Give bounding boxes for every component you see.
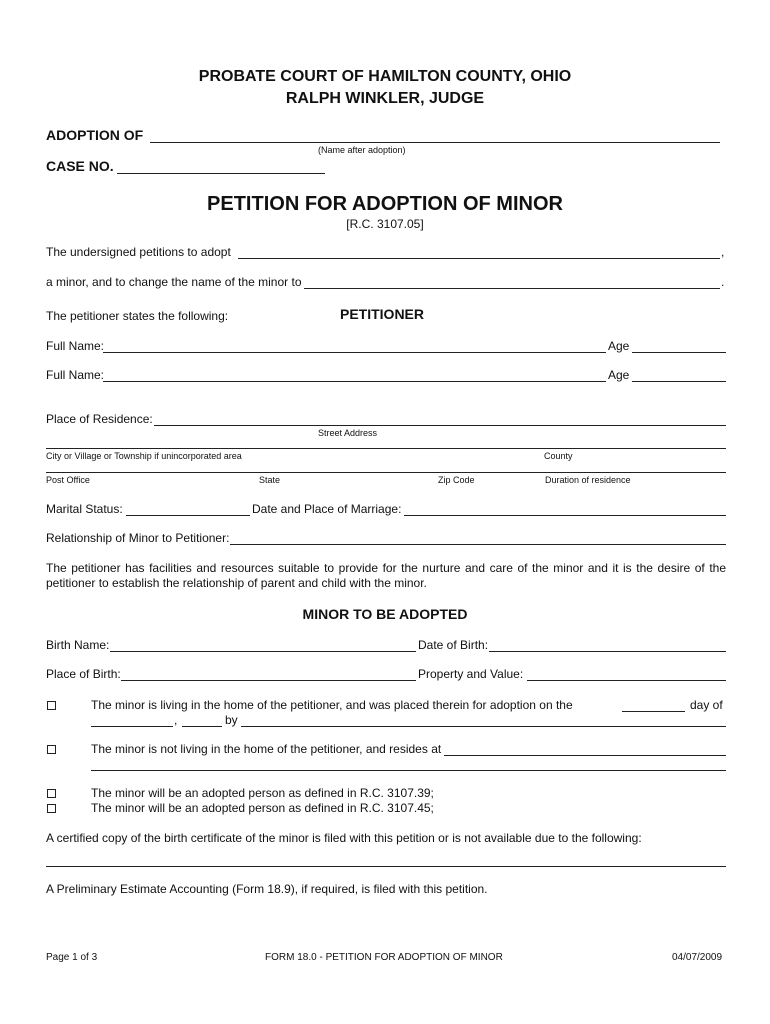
property-label: Property and Value: xyxy=(418,667,524,681)
intro-change-name-label: a minor, and to change the name of the minor to xyxy=(46,275,302,289)
pob-field[interactable] xyxy=(121,680,416,681)
zip-caption: Zip Code xyxy=(438,475,475,485)
dob-field[interactable] xyxy=(489,651,726,652)
age-field-2[interactable] xyxy=(632,381,726,382)
page-number: Page 1 of 3 xyxy=(46,952,98,963)
intro-comma: , xyxy=(721,245,725,259)
pob-label: Place of Birth: xyxy=(46,667,121,681)
adoptee-name-field[interactable] xyxy=(238,258,720,259)
accounting-text: A Preliminary Estimate Accounting (Form 18.9), if required, is filed with this petition. xyxy=(46,882,488,896)
relationship-label: Relationship of Minor to Petitioner: xyxy=(46,531,230,545)
birth-certificate-reason-field[interactable] xyxy=(46,866,726,867)
living-with-petitioner-checkbox[interactable] xyxy=(47,701,56,710)
street-address-field[interactable] xyxy=(154,425,726,426)
age-label-1: Age xyxy=(608,339,630,353)
duration-caption: Duration of residence xyxy=(545,475,631,485)
birth-name-field[interactable] xyxy=(110,651,416,652)
placed-by-field[interactable] xyxy=(241,726,726,727)
adoption-of-field[interactable] xyxy=(150,142,720,143)
city-caption: City or Village or Township if unincorporated area xyxy=(46,451,242,461)
states-following: The petitioner states the following: xyxy=(46,309,229,323)
age-field-1[interactable] xyxy=(632,352,726,353)
placement-day-field[interactable] xyxy=(622,711,685,712)
marital-status-field[interactable] xyxy=(126,515,250,516)
relationship-field[interactable] xyxy=(230,544,726,545)
intro-adopt-label: The undersigned petitions to adopt xyxy=(46,245,231,259)
property-field[interactable] xyxy=(527,680,726,681)
full-name-field-1[interactable] xyxy=(103,352,606,353)
residence-label: Place of Residence: xyxy=(46,412,153,426)
placement-year-field[interactable] xyxy=(182,726,222,727)
state-caption: State xyxy=(259,475,281,485)
name-after-adoption-note: (Name after adoption) xyxy=(318,145,406,155)
option-comma: , xyxy=(174,713,178,727)
adopted-3107-39-checkbox[interactable] xyxy=(47,789,56,798)
placement-month-field[interactable] xyxy=(91,726,173,727)
post-office-caption: Post Office xyxy=(46,475,90,485)
birth-name-label: Birth Name: xyxy=(46,638,110,652)
intro-period: . xyxy=(721,275,725,289)
not-living-checkbox[interactable] xyxy=(47,745,56,754)
adopted-3107-45-checkbox[interactable] xyxy=(47,804,56,813)
statute-reference: [R.C. 3107.05] xyxy=(346,217,424,231)
form-title: PETITION FOR ADOPTION OF MINOR xyxy=(207,193,563,215)
dob-label: Date of Birth: xyxy=(418,638,489,652)
county-caption: County xyxy=(544,451,573,461)
full-name-field-2[interactable] xyxy=(103,381,606,382)
form-number: FORM 18.0 - PETITION FOR ADOPTION OF MINOR xyxy=(265,952,503,963)
minor-heading: MINOR TO BE ADOPTED xyxy=(302,606,468,622)
case-no-label: CASE NO. xyxy=(46,158,114,174)
marital-status-label: Marital Status: xyxy=(46,502,123,516)
city-county-field[interactable] xyxy=(46,448,726,449)
adoption-of-label: ADOPTION OF xyxy=(46,127,144,143)
birth-certificate-text: A certified copy of the birth certificate of the minor is filed with this petition or is not available due to the following: xyxy=(46,831,642,845)
street-address-caption: Street Address xyxy=(318,428,378,438)
option-3107-45-text: The minor will be an adopted person as defined in R.C. 3107.45; xyxy=(91,801,434,815)
option-living-text: The minor is living in the home of the petitioner, and was placed therein for adoption on the xyxy=(91,698,573,712)
full-name-label-1: Full Name: xyxy=(46,339,105,353)
petitioner-heading: PETITIONER xyxy=(340,306,425,322)
resides-at-field-2[interactable] xyxy=(91,770,726,771)
form-date: 04/07/2009 xyxy=(672,952,723,963)
resides-at-field[interactable] xyxy=(444,755,726,756)
new-name-field[interactable] xyxy=(304,288,720,289)
facilities-statement: The petitioner has facilities and resources suitable to provide for the nurture and care of the minor and it is the desire of the petitioner to establish the relationship of parent and child with the minor. xyxy=(46,561,726,590)
marriage-label: Date and Place of Marriage: xyxy=(252,502,402,516)
judge-name: RALPH WINKLER, JUDGE xyxy=(285,90,485,107)
option-not-living-text: The minor is not living in the home of the petitioner, and resides at xyxy=(91,742,442,756)
by-label: by xyxy=(225,713,238,727)
option-3107-39-text: The minor will be an adopted person as defined in R.C. 3107.39; xyxy=(91,786,434,800)
court-name: PROBATE COURT OF HAMILTON COUNTY, OHIO xyxy=(198,68,572,85)
day-of-label: day of xyxy=(690,698,723,712)
marriage-field[interactable] xyxy=(404,515,726,516)
case-no-field[interactable] xyxy=(117,173,325,174)
post-office-field[interactable] xyxy=(46,472,726,473)
age-label-2: Age xyxy=(608,368,630,382)
full-name-label-2: Full Name: xyxy=(46,368,105,382)
